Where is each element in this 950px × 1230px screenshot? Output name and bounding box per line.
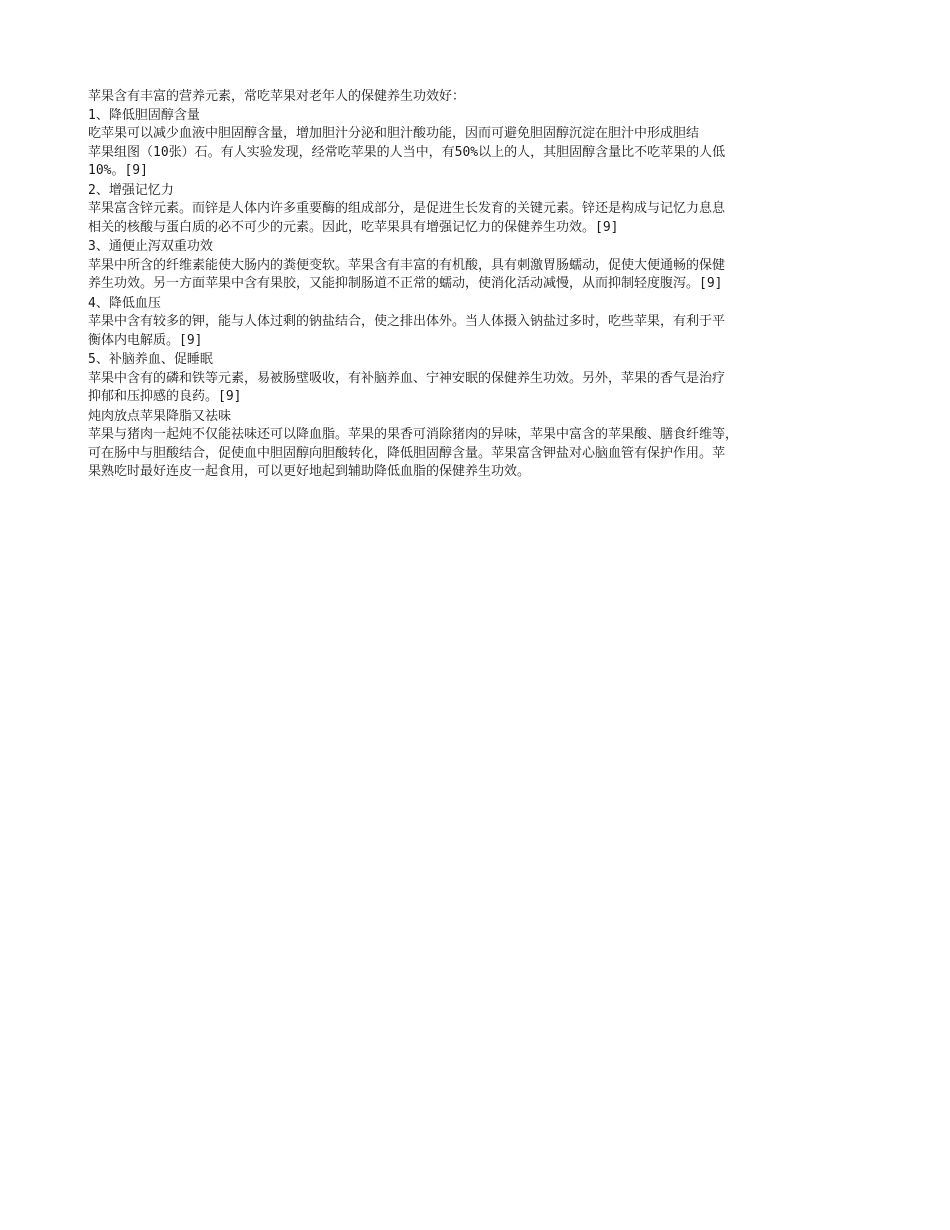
section-heading: 炖肉放点苹果降脂又祛味: [88, 408, 232, 424]
body-line: 苹果中含有的磷和铁等元素，易被肠壁吸收，有补脑养血、宁神安眠的保健养生功效。另外，苹果的香气是治疗: [88, 370, 726, 386]
body-line: 衡体内电解质。[9]: [88, 332, 203, 348]
body-line: 苹果与猪肉一起炖不仅能祛味还可以降血脂。苹果的果香可消除猪肉的异味，苹果中富含的苹果酸、膳食纤维等，: [88, 427, 739, 442]
section-body: [88, 313, 860, 350]
section-heading: 3、通便止泻双重功效: [88, 239, 213, 254]
section-heading: 1、降低胆固醇含量: [88, 107, 200, 123]
section-1: [88, 107, 860, 181]
body-line: 苹果富含锌元素。而锌是人体内许多重要酶的组成部分，是促进生长发育的关键元素。锌还是构成与记忆力息息: [88, 201, 726, 216]
intro-text: 苹果含有丰富的营养元素，常吃苹果对老年人的保健养生功效好：: [88, 89, 466, 104]
body-line: 苹果中含有较多的钾，能与人体过剩的钠盐结合，使之排出体外。当人体摄入钠盐过多时，吃些苹果，有利于平: [88, 314, 726, 329]
section-body: [88, 125, 860, 181]
body-line: 苹果组图（10张）石。有人实验发现，经常吃苹果的人当中，有50%以上的人，其胆固醇含量比不吃苹果的人低: [88, 144, 726, 160]
section-heading: 5、补脑养血、促睡眠: [88, 352, 213, 367]
body-line: 养生功效。另一方面苹果中含有果胶，又能抑制肠道不正常的蠕动，使消化活动减慢，从而抑制轻度腹泻。[9]: [88, 276, 723, 291]
section-heading: 2、增强记忆力: [88, 182, 174, 198]
body-line: 相关的核酸与蛋白质的必不可少的元素。因此，吃苹果具有增强记忆力的保健养生功效。[9]: [88, 219, 619, 235]
body-line: 10%。[9]: [88, 163, 148, 178]
section-body: [88, 426, 860, 482]
section-3: [88, 238, 860, 294]
section-heading: 4、降低血压: [88, 295, 161, 311]
section-2: [88, 182, 860, 238]
body-line: 可在肠中与胆酸结合，促使血中胆固醇向胆酸转化，降低胆固醇含量。苹果富含钾盐对心脑血管有保护作用。苹: [88, 445, 726, 461]
body-line: 抑郁和压抑感的良药。[9]: [88, 389, 242, 404]
section-5: [88, 351, 860, 407]
body-line: 吃苹果可以减少血液中胆固醇含量，增加胆汁分泌和胆汁酸功能，因而可避免胆固醇沉淀在胆汁中形成胆结: [88, 126, 700, 141]
section-body: [88, 257, 860, 294]
body-line: 果熟吃时最好连皮一起食用，可以更好地起到辅助降低血脂的保健养生功效。: [88, 464, 531, 479]
section-body: [88, 370, 860, 407]
section-body: [88, 200, 860, 237]
section-4: [88, 295, 860, 351]
body-line: 苹果中所含的纤维素能使大肠内的粪便变软。苹果含有丰富的有机酸，具有刺激胃肠蠕动，促使大便通畅的保健: [88, 257, 726, 273]
section-6: [88, 408, 860, 482]
